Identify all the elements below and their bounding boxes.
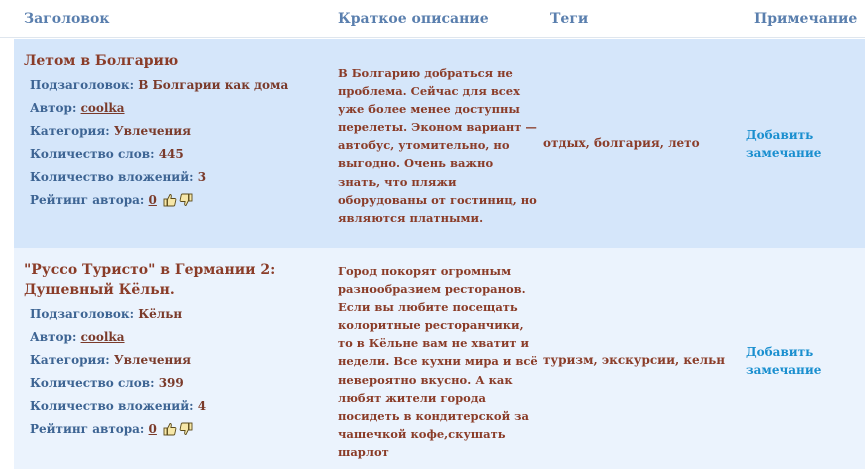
rating-line <box>30 418 324 441</box>
title-cell <box>24 260 324 441</box>
rating-line <box>30 189 324 212</box>
article-meta <box>24 74 324 212</box>
author-link[interactable]: coolka <box>80 101 125 115</box>
category-label: Категория: <box>30 124 110 138</box>
title-cell <box>24 51 324 212</box>
rating-link[interactable]: 0 <box>148 422 157 436</box>
table-header <box>0 0 865 38</box>
category-value: Увлечения <box>113 124 192 138</box>
word-count-value: 399 <box>158 376 184 390</box>
category-line <box>30 349 324 372</box>
add-note-link[interactable]: Добавить замечание <box>746 345 822 377</box>
thumbs-up-icon[interactable] <box>163 193 177 207</box>
attachments-line <box>30 166 324 189</box>
table-row <box>14 248 865 469</box>
tags-cell: отдых, болгария, лето <box>543 136 700 150</box>
word-count-label: Количество слов: <box>30 147 155 161</box>
column-header-tags[interactable]: Теги <box>550 11 589 27</box>
author-link[interactable]: coolka <box>80 330 125 344</box>
subtitle-value: В Болгарии как дома <box>138 78 289 92</box>
column-header-note[interactable]: Примечание <box>754 11 858 27</box>
word-count-value: 445 <box>158 147 184 161</box>
word-count-label: Количество слов: <box>30 376 155 390</box>
author-line <box>30 97 324 120</box>
author-line <box>30 326 324 349</box>
author-label: Автор: <box>30 101 77 115</box>
category-label: Категория: <box>30 353 110 367</box>
subtitle-label: Подзаголовок: <box>30 78 135 92</box>
description-cell: В Болгарию добраться не проблема. Сейчас для всех уже более менее доступны перелеты. Эконом вариант — автобус, утомительно, но выгодно. Очень важно знать, что пляжи оборудованы от гостиниц, но являются платными. <box>338 66 537 225</box>
thumbs-down-icon[interactable] <box>179 193 193 207</box>
subtitle-line <box>30 74 324 97</box>
subtitle-value: Кёльн <box>138 307 183 321</box>
category-value: Увлечения <box>113 353 192 367</box>
rating-label: Рейтинг автора: <box>30 422 145 436</box>
attachments-line <box>30 395 324 418</box>
subtitle-label: Подзаголовок: <box>30 307 135 321</box>
add-note-link[interactable]: Добавить замечание <box>746 128 822 160</box>
word-count-line <box>30 372 324 395</box>
subtitle-line <box>30 303 324 326</box>
article-meta <box>24 303 324 441</box>
author-label: Автор: <box>30 330 77 344</box>
rating-label: Рейтинг автора: <box>30 193 145 207</box>
rating-link[interactable]: 0 <box>148 193 157 207</box>
category-line <box>30 120 324 143</box>
column-header-description[interactable]: Краткое описание <box>338 11 489 27</box>
tags-cell: туризм, экскурсии, кельн <box>543 353 726 367</box>
article-title: Летом в Болгарию <box>24 53 179 69</box>
column-header-title[interactable]: Заголовок <box>24 11 110 27</box>
table-row <box>14 39 865 248</box>
word-count-line <box>30 143 324 166</box>
attachments-label: Количество вложений: <box>30 170 194 184</box>
thumbs-down-icon[interactable] <box>179 422 193 436</box>
description-cell: Город покорят огромным разнообразием ресторанов. Если вы любите посещать колоритные ресторанчики, то в Кёльне вам не хватит и недели. Все кухни мира и всё невероятно вкусно. А как любят жители города посидеть в кондитерской за чашечкой кофе,скушать шарлот <box>338 264 538 459</box>
attachments-value: 4 <box>197 399 207 413</box>
attachments-value: 3 <box>197 170 207 184</box>
attachments-label: Количество вложений: <box>30 399 194 413</box>
article-title: "Руссо Туристо" в Германии 2: Душевный Кёльн. <box>24 262 276 298</box>
thumbs-up-icon[interactable] <box>163 422 177 436</box>
